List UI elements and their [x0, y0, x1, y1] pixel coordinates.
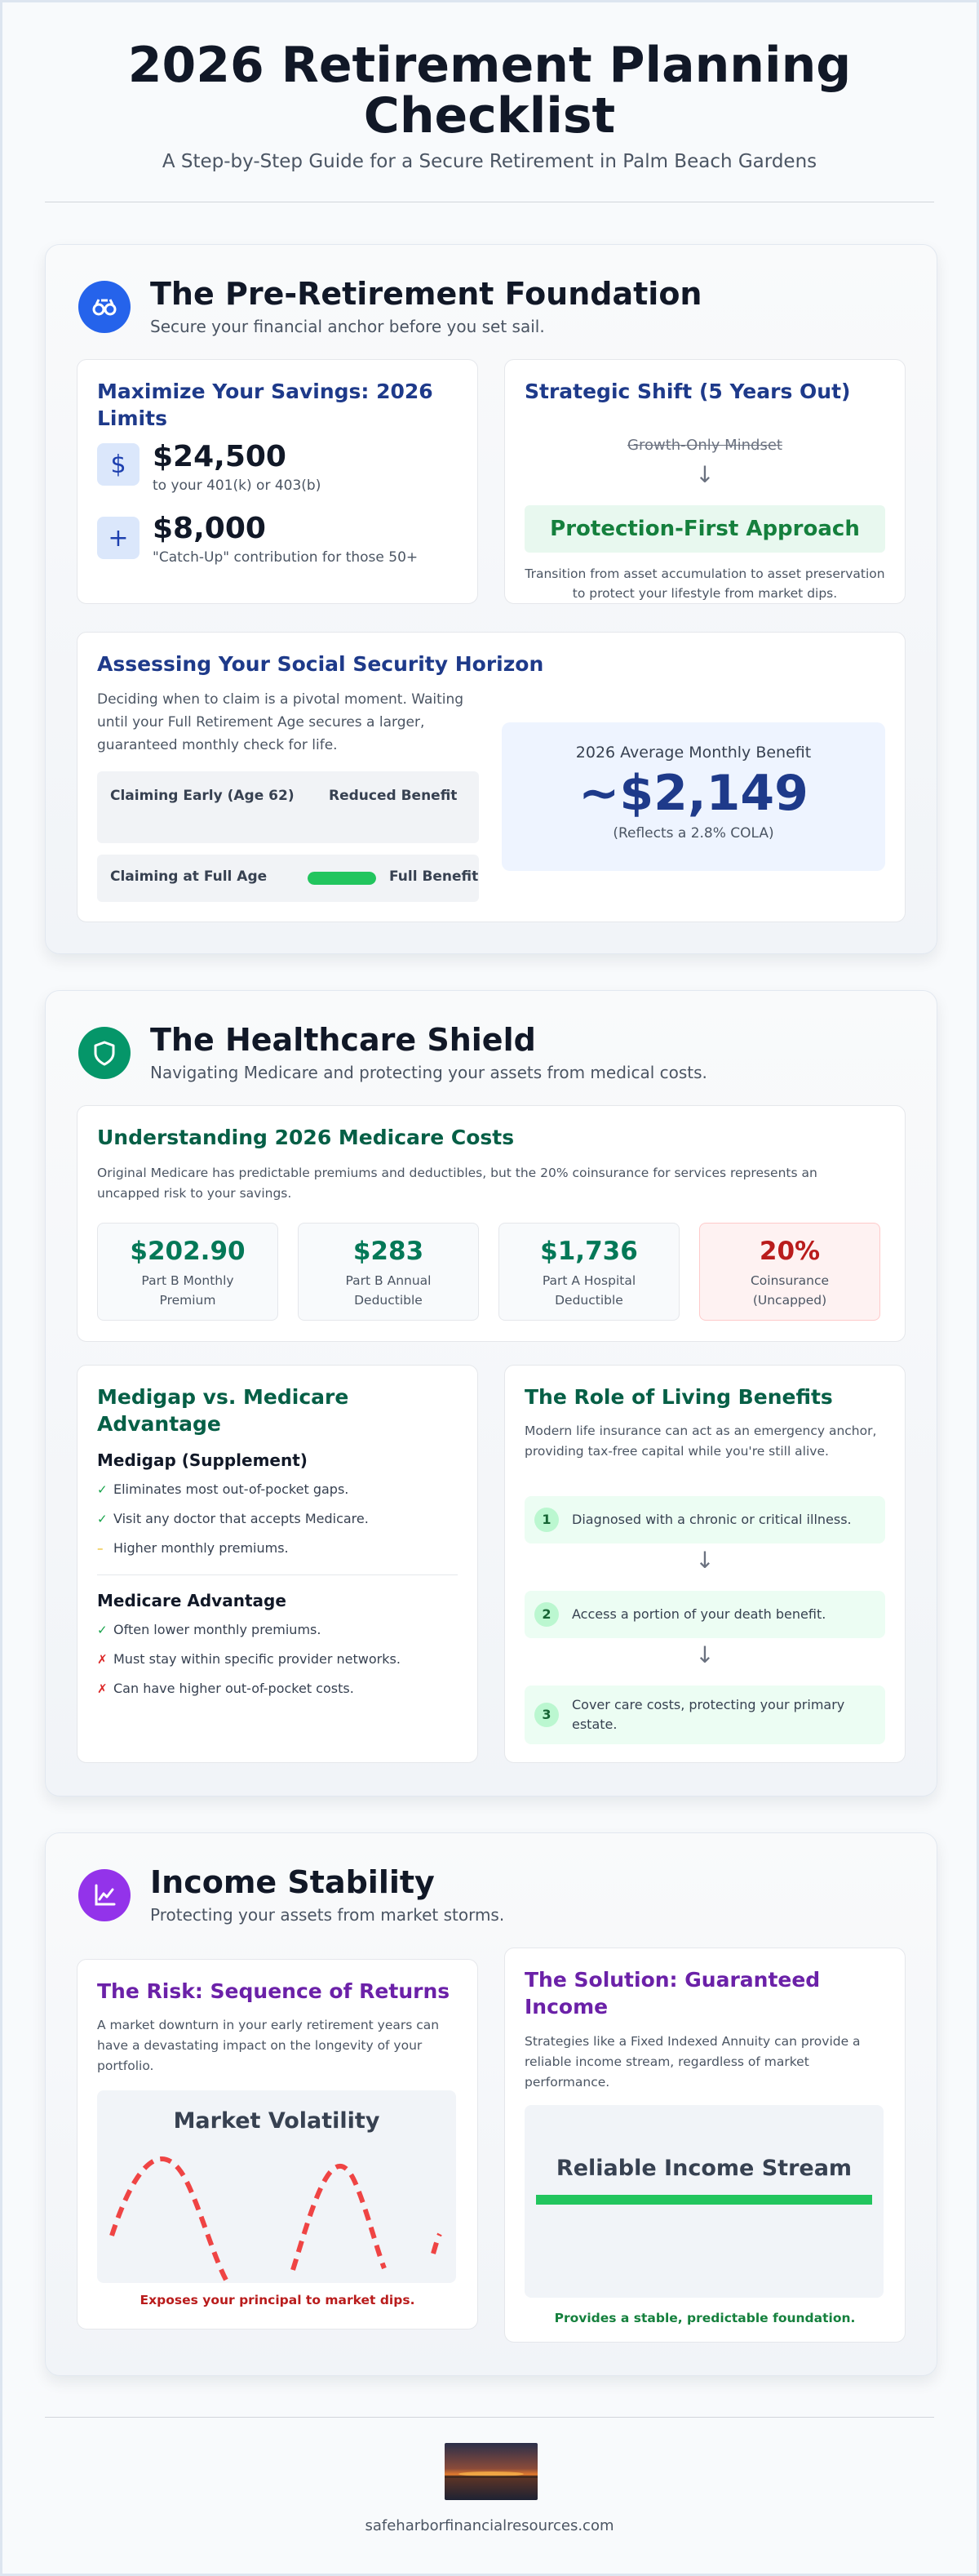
metric-label: Part B Monthly Premium	[141, 1273, 234, 1308]
catchup-value: $8,000	[153, 512, 266, 545]
risk-description: A market downturn in your early retirement years can have a devastating impact on the longevity of your portfolio.	[97, 2018, 440, 2073]
solution-title: The Solution: Guaranteed Income	[525, 1968, 821, 2019]
metric-value: $202.90	[130, 1237, 246, 1266]
medicare-costs-title: Understanding 2026 Medicare Costs	[97, 1126, 515, 1149]
section-income	[45, 1832, 937, 2376]
metric-label: Part A Hospital Deductible	[542, 1273, 636, 1308]
step-text: Cover care costs, protecting your primary estate.	[572, 1697, 845, 1732]
arrow-down-icon: ↓	[695, 1641, 715, 1668]
social-security-description: Deciding when to claim is a pivotal moment. Waiting until your Full Retirement Age secures a larger, guaranteed monthly check for life.	[97, 691, 464, 753]
section-title: The Pre-Retirement Foundation	[150, 276, 702, 312]
sunset-photo	[445, 2443, 538, 2500]
check-icon: ✓	[97, 1623, 108, 1637]
social-security-card	[77, 632, 906, 922]
living-benefits-title: The Role of Living Benefits	[525, 1385, 833, 1409]
medigap-item	[97, 1511, 369, 1526]
metric-label: Part B Annual Deductible	[345, 1273, 432, 1308]
check-icon: ✓	[97, 1512, 108, 1526]
savings-title: Maximize Your Savings: 2026 Limits	[97, 380, 433, 430]
advantage-item-text: Often lower monthly premiums.	[113, 1622, 321, 1637]
shield-icon	[78, 1027, 131, 1079]
section-title: Income Stability	[150, 1864, 435, 1900]
living-benefits-description: Modern life insurance can act as an emergency anchor, providing tax-free capital while you're still alive.	[525, 1423, 877, 1459]
metric-coinsurance	[699, 1223, 880, 1321]
binoculars-icon	[78, 281, 131, 333]
average-benefit-value: ~$2,149	[578, 765, 808, 822]
volatility-line-svg	[97, 2090, 456, 2283]
footer-divider	[45, 2417, 934, 2418]
old-mindset-label: Growth-Only Mindset	[627, 437, 782, 454]
dollar-icon: $	[97, 443, 140, 486]
full-benefit-bar	[308, 872, 376, 885]
section-title: The Healthcare Shield	[150, 1022, 536, 1058]
full-benefit-bar-fill	[308, 872, 376, 885]
advantage-item	[97, 1681, 354, 1696]
income-stream-chart	[525, 2105, 884, 2298]
risk-title: The Risk: Sequence of Returns	[97, 1979, 450, 2003]
savings-limit-caption: to your 401(k) or 403(b)	[153, 477, 321, 494]
section-foundation	[45, 244, 937, 954]
risk-caption: Exposes your principal to market dips.	[140, 2293, 415, 2307]
cross-icon: ✗	[97, 1681, 108, 1696]
average-benefit-note: (Reflects a 2.8% COLA)	[613, 825, 774, 842]
step-number: 3	[534, 1703, 559, 1727]
claim-early-result: Reduced Benefit	[329, 788, 458, 804]
step-number: 1	[534, 1508, 559, 1532]
arrow-down-icon: ↓	[695, 461, 715, 488]
claim-full-label: Claiming at Full Age	[110, 868, 268, 885]
header	[2, 2, 977, 172]
medigap-vs-advantage-card	[77, 1365, 478, 1763]
compare-title: Medigap vs. Medicare Advantage	[97, 1385, 349, 1436]
page-title: 2026 Retirement Planning Checklist	[127, 37, 852, 144]
advantage-item-text: Must stay within specific provider networks.	[113, 1651, 401, 1667]
income-stream-chart-title: Reliable Income Stream	[556, 2156, 853, 2181]
income-stream-line	[536, 2195, 872, 2205]
social-security-title: Assessing Your Social Security Horizon	[97, 652, 544, 676]
advantage-item	[97, 1622, 321, 1637]
metric-part-b-premium	[97, 1223, 278, 1321]
shift-description: Transition from asset accumulation to asset preservation to protect your lifestyle from market dips.	[525, 566, 885, 601]
medicare-costs-card	[77, 1105, 906, 1342]
claim-early-row	[97, 771, 479, 843]
arrow-down-icon: ↓	[695, 1547, 715, 1574]
medicare-costs-description: Original Medicare has predictable premiums and deductibles, but the 20% coinsurance for services represents an uncapped risk to your savings.	[97, 1166, 817, 1201]
risk-card	[77, 1959, 478, 2330]
average-benefit-label: 2026 Average Monthly Benefit	[575, 744, 812, 762]
divider	[97, 1574, 458, 1575]
strategic-shift-card	[504, 359, 906, 604]
volatility-chart	[97, 2090, 456, 2283]
protection-first-badge: Protection-First Approach	[525, 505, 885, 553]
living-benefits-card	[504, 1365, 906, 1763]
footer-url[interactable]: safeharborfinancialresources.com	[365, 2517, 614, 2534]
metric-label: Coinsurance (Uncapped)	[750, 1273, 830, 1308]
medigap-item	[97, 1540, 289, 1556]
metric-part-a-deductible	[498, 1223, 680, 1321]
volatility-chart-title: Market Volatility	[173, 2108, 380, 2134]
chart-icon	[78, 1869, 131, 1921]
advantage-heading: Medicare Advantage	[97, 1591, 286, 1610]
claim-full-row	[97, 855, 479, 902]
advantage-item-text: Can have higher out-of-pocket costs.	[113, 1681, 354, 1696]
catchup-caption: "Catch-Up" contribution for those 50+	[153, 549, 419, 566]
average-benefit-box	[502, 722, 885, 871]
living-benefit-step	[525, 1686, 885, 1744]
medigap-item-text: Eliminates most out-of-pocket gaps.	[113, 1481, 349, 1497]
check-icon: ✓	[97, 1482, 108, 1497]
section-healthcare	[45, 990, 937, 1797]
advantage-item	[97, 1651, 401, 1667]
claim-full-result: Full Benefit	[389, 868, 479, 885]
section-subtitle: Secure your financial anchor before you set sail.	[150, 317, 545, 336]
savings-limit-value: $24,500	[153, 440, 286, 473]
medigap-item	[97, 1481, 348, 1497]
living-benefit-step	[525, 1591, 885, 1638]
claim-early-label: Claiming Early (Age 62)	[110, 788, 295, 804]
cross-icon: ✗	[97, 1652, 108, 1667]
step-text: Access a portion of your death benefit.	[572, 1606, 826, 1622]
medigap-item-text: Higher monthly premiums.	[113, 1540, 289, 1556]
medigap-item-text: Visit any doctor that accepts Medicare.	[113, 1511, 369, 1526]
metric-value: 20%	[759, 1237, 821, 1266]
plus-icon: +	[97, 517, 140, 559]
solution-description: Strategies like a Fixed Indexed Annuity can provide a reliable income stream, regardless of market performance.	[525, 2034, 861, 2090]
step-number: 2	[534, 1602, 559, 1627]
medigap-heading: Medigap (Supplement)	[97, 1450, 308, 1470]
solution-card	[504, 1948, 906, 2343]
metric-value: $283	[352, 1237, 424, 1266]
section-subtitle: Navigating Medicare and protecting your assets from medical costs.	[150, 1063, 707, 1082]
metric-part-b-deductible	[298, 1223, 479, 1321]
shift-title: Strategic Shift (5 Years Out)	[525, 380, 851, 403]
solution-caption: Provides a stable, predictable foundation.	[554, 2311, 856, 2325]
section-subtitle: Protecting your assets from market storms.	[150, 1905, 505, 1925]
volatility-line	[112, 2159, 440, 2283]
step-text: Diagnosed with a chronic or critical illness.	[572, 1512, 852, 1527]
living-benefit-step	[525, 1496, 885, 1543]
metric-value: $1,736	[540, 1237, 638, 1266]
dash-icon: –	[97, 1541, 104, 1556]
savings-card	[77, 359, 478, 604]
page-subtitle: A Step-by-Step Guide for a Secure Retirement in Palm Beach Gardens	[162, 151, 817, 172]
